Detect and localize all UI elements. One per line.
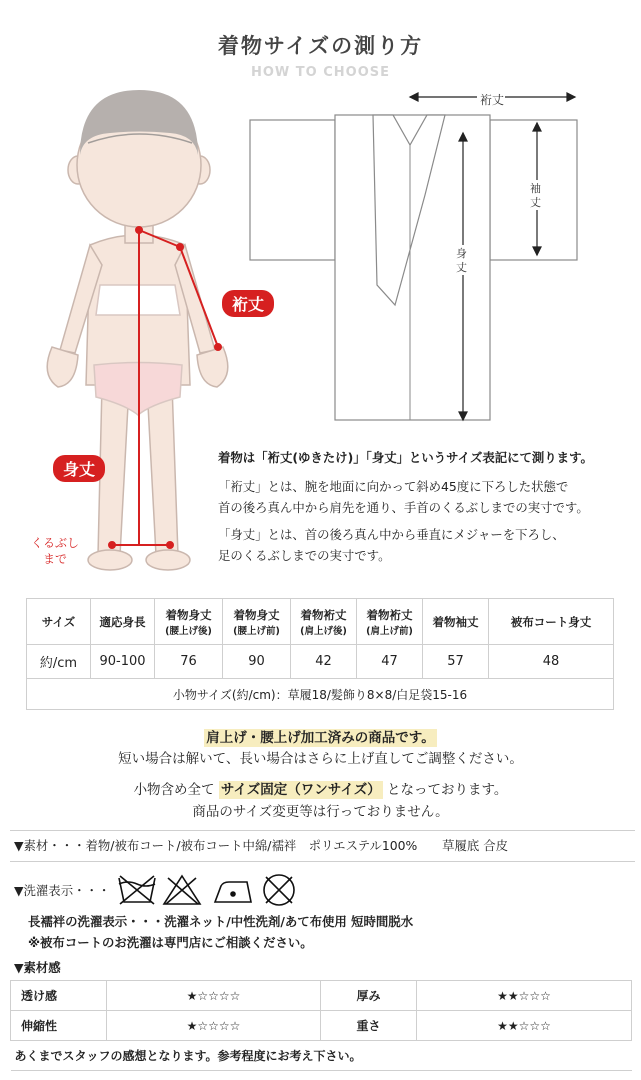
no-wash-icon bbox=[119, 876, 155, 904]
note-2-line2: 商品のサイズ変更等は行っておりません。 bbox=[192, 804, 449, 820]
material-feel-table bbox=[10, 980, 632, 1071]
value-cell: 約/cm bbox=[27, 645, 91, 679]
wash-label: ▼洗濯表示・・・ bbox=[14, 883, 111, 898]
mitake-badge: 身丈 bbox=[53, 455, 105, 482]
no-bleach-icon bbox=[164, 876, 200, 904]
feel-row bbox=[11, 1011, 632, 1041]
ankle-label bbox=[25, 535, 85, 567]
measurement-description bbox=[218, 447, 628, 572]
yuki-badge: 裄丈 bbox=[222, 290, 274, 317]
disclaimer-text: あくまでスタッフの感想となります。参考程度にお考え下さい。 bbox=[11, 1041, 632, 1071]
no-dryclean-icon bbox=[264, 875, 294, 905]
header-cell: 着物裄丈 (肩上げ後) bbox=[291, 599, 357, 645]
kimono-diagram bbox=[245, 85, 585, 430]
wash-row bbox=[10, 872, 635, 908]
value-cell: 76 bbox=[155, 645, 223, 679]
feel-row bbox=[11, 981, 632, 1011]
size-table bbox=[26, 598, 614, 710]
value-cell: 90 bbox=[223, 645, 291, 679]
iron-low-icon bbox=[215, 882, 251, 902]
feel-key: 厚み bbox=[321, 981, 417, 1011]
header-cell: 着物身丈 (腰上げ前) bbox=[223, 599, 291, 645]
feel-key: 透け感 bbox=[11, 981, 107, 1011]
wash-symbols bbox=[116, 872, 301, 908]
size-table-accessory-row bbox=[27, 679, 614, 710]
yuki-desc-line2: 首の後ろ真ん中から肩先を通り、手首のくるぶしまでの実寸です。 bbox=[218, 500, 589, 515]
value-cell: 42 bbox=[291, 645, 357, 679]
description-lead: 着物は「裄丈(ゆきたけ)」「身丈」というサイズ表記にて測ります。 bbox=[218, 450, 593, 465]
feel-rating: ★☆☆☆☆ bbox=[107, 981, 321, 1011]
diagram-yuki-label: 裄丈 bbox=[480, 93, 505, 107]
note-1-highlight: 肩上げ・腰上げ加工済みの商品です。 bbox=[206, 730, 435, 746]
diagram-sode-label: 袖丈 bbox=[530, 182, 541, 209]
value-cell: 47 bbox=[357, 645, 423, 679]
value-cell: 48 bbox=[489, 645, 614, 679]
note-2-line1: 小物含め全て サイズ固定（ワンサイズ） となっております。 bbox=[133, 782, 508, 798]
feel-key: 重さ bbox=[321, 1011, 417, 1041]
value-cell: 90-100 bbox=[91, 645, 155, 679]
mitake-desc-line2: 足のくるぶしまでの実寸です。 bbox=[218, 548, 391, 563]
size-table-header-row bbox=[27, 599, 614, 645]
disclaimer-row bbox=[11, 1041, 632, 1071]
note-1-line2: 短い場合は解いて、長い場合はさらに上げ直してご調整ください。 bbox=[118, 751, 523, 767]
header-cell: 着物袖丈 bbox=[423, 599, 489, 645]
value-cell: 57 bbox=[423, 645, 489, 679]
feel-label: ▼素材感 bbox=[14, 960, 61, 975]
header-cell: 着物身丈 (腰上げ後) bbox=[155, 599, 223, 645]
feel-rating: ★☆☆☆☆ bbox=[107, 1011, 321, 1041]
feel-rating: ★★☆☆☆ bbox=[417, 1011, 632, 1041]
note-2-highlight: サイズ固定（ワンサイズ） bbox=[220, 782, 381, 798]
feel-key: 伸縮性 bbox=[11, 1011, 107, 1041]
ankle-label-line2: まで bbox=[42, 552, 67, 566]
size-table-value-row bbox=[27, 645, 614, 679]
header-cell: 適応身長 bbox=[91, 599, 155, 645]
coat-wash-note: ※被布コートのお洗濯は専門店にご相談ください。 bbox=[28, 935, 313, 950]
ankle-label-line1: くるぶし bbox=[30, 536, 79, 550]
material-line: ▼素材・・・着物/被布コート/被布コート中綿/襦袢 ポリエステル100% 草履底 合皮 bbox=[10, 830, 635, 862]
header-cell: 被布コート身丈 bbox=[489, 599, 614, 645]
note-1-line1 bbox=[0, 726, 641, 746]
materials-section bbox=[10, 830, 631, 1070]
header-cell: 着物裄丈 (肩上げ前) bbox=[357, 599, 423, 645]
feel-rating: ★★☆☆☆ bbox=[417, 981, 632, 1011]
page-title: 着物サイズの測り方 bbox=[217, 34, 424, 58]
yuki-desc-line1: 「裄丈」とは、腕を地面に向かって斜め45度に下ろした状態で bbox=[218, 479, 569, 494]
diagram-mitake-label: 身丈 bbox=[456, 247, 467, 274]
juban-wash-line: 長襦袢の洗濯表示・・・洗濯ネット/中性洗剤/あて布使用 短時間脱水 bbox=[28, 914, 414, 929]
mitake-desc-line1: 「身丈」とは、首の後ろ真ん中から垂直にメジャーを下ろし、 bbox=[218, 527, 565, 542]
accessory-size-cell: 小物サイズ(約/cm)：草履18/髪飾り8×8/白足袋15-16 bbox=[27, 679, 614, 710]
page-subtitle: HOW TO CHOOSE bbox=[250, 65, 390, 80]
header-cell: サイズ bbox=[27, 599, 91, 645]
